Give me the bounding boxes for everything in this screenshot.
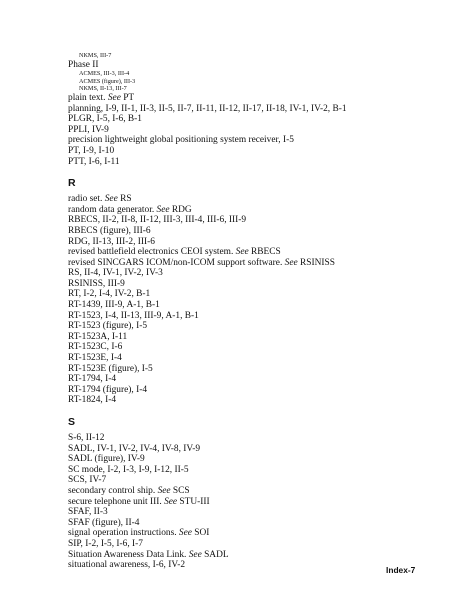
index-subentry: ACMES (figure), III-3	[79, 77, 136, 85]
section-letter-heading: R	[68, 177, 76, 190]
index-entry: SCS, IV-7	[68, 475, 107, 486]
see-reference-label: See	[178, 528, 192, 539]
see-reference-label: See	[157, 485, 171, 496]
index-entry	[68, 528, 438, 539]
index-entry-text: random data generator.	[68, 204, 155, 215]
index-subentry: NKMS, II-13, III-7	[79, 85, 127, 93]
see-reference-label: See	[156, 204, 170, 215]
index-entry: RT-1824, I-4	[68, 395, 117, 406]
index-entry: SFAF, II-3	[68, 507, 108, 518]
index-entry: RT-1523E, I-4	[68, 353, 122, 364]
index-entry: S-6, II-12	[68, 433, 105, 443]
index-entry: RT-1794 (figure), I-4	[68, 384, 148, 395]
index-entry	[68, 93, 438, 104]
index-entry: PT, I-9, I-10	[68, 145, 115, 156]
see-reference-label: See	[235, 247, 249, 258]
index-entry-text: secure telephone unit III.	[68, 496, 162, 507]
index-subentry: ACMES, III-3, III-4	[79, 70, 130, 78]
index-entry	[68, 497, 438, 508]
cross-reference-target: SOI	[194, 528, 210, 539]
index-entry: PPLI, IV-9	[68, 124, 109, 135]
page-number: Index-7	[386, 565, 416, 575]
index-entry: RT-1794, I-4	[68, 374, 117, 385]
index-entry: RT-1523, I-4, II-13, III-9, A-1, B-1	[68, 310, 199, 321]
see-reference-label: See	[284, 257, 298, 268]
section-letter-heading: S	[68, 416, 76, 428]
index-entry: PTT, I-6, I-11	[68, 156, 120, 167]
cross-reference-target: PT	[123, 92, 135, 103]
index-entry: SADL, IV-1, IV-2, IV-4, IV-8, IV-9	[68, 443, 201, 454]
index-entry: SIP, I-2, I-5, I-6, I-7	[68, 538, 143, 549]
index-entry-text: plain text.	[68, 92, 106, 103]
see-reference-label: See	[164, 496, 178, 507]
index-entry: Phase II	[68, 59, 99, 70]
cross-reference-target: RDG	[171, 204, 192, 215]
index-entry: SC mode, I-2, I-3, I-9, I-12, II-5	[68, 464, 189, 475]
index-entry: RBECS, II-2, II-8, II-12, III-3, III-4, III-6, III-9	[68, 215, 247, 226]
index-entry: RT-1439, III-9, A-1, B-1	[68, 300, 160, 311]
index-column	[68, 52, 438, 571]
index-entry	[68, 486, 438, 497]
index-entry-text: signal operation instructions.	[68, 528, 177, 539]
index-entry: RDG, II-13, III-2, III-6	[68, 236, 155, 247]
see-reference-label: See	[104, 194, 118, 205]
index-entry: RT, I-2, I-4, IV-2, B-1	[68, 289, 151, 300]
index-entry: RT-1523 (figure), I-5	[68, 321, 148, 332]
index-entry-text: revised SINCGARS ICOM/non-ICOM support software.	[68, 257, 283, 268]
index-entry: RBECS (figure), III-6	[68, 225, 151, 236]
index-entry: RT-1523C, I-6	[68, 342, 123, 353]
index-entry	[68, 194, 438, 205]
cross-reference-target: SCS	[172, 485, 190, 496]
index-entry-text: revised battlefield electronics CEOI system.	[68, 247, 234, 258]
index-entry: RT-1523E (figure), I-5	[68, 363, 153, 374]
index-entry	[68, 205, 438, 216]
index-entry: RS, II-4, IV-1, IV-2, IV-3	[68, 268, 163, 279]
index-entry-text: Situation Awareness Data Link.	[68, 549, 187, 560]
index-subentry: NKMS, III-7	[79, 52, 112, 59]
index-entry: RT-1523A, I-11	[68, 331, 128, 342]
cross-reference-target: SADL	[204, 549, 229, 560]
index-entry-text: radio set.	[68, 194, 103, 205]
index-entry: planning, I-9, II-1, II-3, II-5, II-7, II-11, II-12, II-17, II-18, IV-1, IV-2, B-1	[68, 103, 347, 114]
cross-reference-target: RBECS	[251, 247, 281, 258]
cross-reference-target: STU-III	[179, 496, 210, 507]
index-entry-text: secondary control ship.	[68, 485, 156, 496]
index-entry: SADL (figure), IV-9	[68, 454, 145, 465]
index-entry: PLGR, I-5, I-6, B-1	[68, 114, 142, 125]
see-reference-label: See	[188, 549, 202, 560]
index-entry: precision lightweight global positioning system receiver, I-5	[68, 135, 294, 146]
index-entry	[68, 258, 438, 269]
see-reference-label: See	[107, 92, 121, 103]
index-entry: SFAF (figure), II-4	[68, 517, 140, 528]
index-entry	[68, 247, 438, 258]
cross-reference-target: RSINISS	[300, 257, 335, 268]
index-entry: situational awareness, I-6, IV-2	[68, 560, 186, 571]
index-entry	[68, 550, 438, 561]
index-entry: RSINISS, III-9	[68, 278, 125, 289]
cross-reference-target: RS	[120, 194, 132, 205]
